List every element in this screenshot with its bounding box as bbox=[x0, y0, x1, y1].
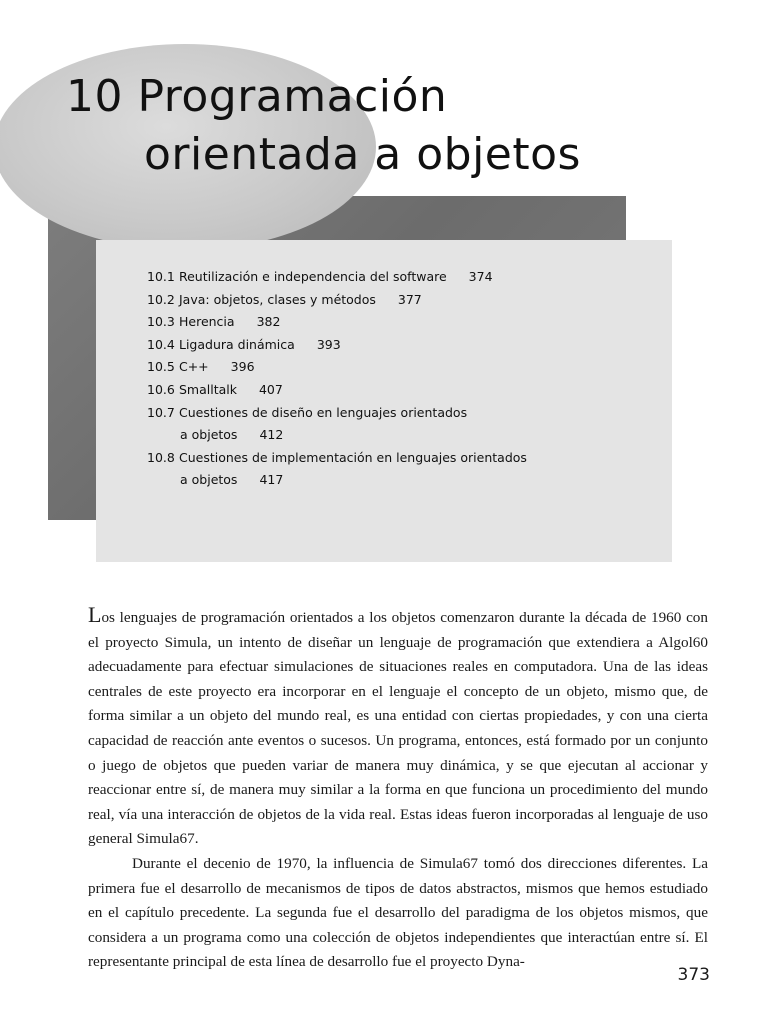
toc-entry-continuation bbox=[147, 424, 657, 447]
page-number: 373 bbox=[677, 965, 710, 985]
paragraph bbox=[88, 604, 708, 852]
toc-number: 10.1 bbox=[147, 269, 175, 284]
paragraph: Durante el decenio de 1970, la influencia de Simula67 tomó dos direcciones diferentes. La primera fue el desarrollo de mecanismos de tipos de datos abstractos, mismos que hemos estudiado en el capítulo precedente. La segunda fue el desarrollo del paradigma de los objetos mismos, que considera a un programa como una colección de objetos independientes que interactúan entre sí. El representante principal de esta línea de desarrollo fue el proyecto Dyna- bbox=[88, 854, 708, 971]
toc-page: 393 bbox=[316, 336, 341, 352]
toc-title: Java: objetos, clases y métodos bbox=[178, 291, 376, 307]
table-of-contents bbox=[147, 266, 657, 492]
toc-page: 407 bbox=[258, 381, 283, 397]
toc-number: 10.5 bbox=[147, 359, 175, 375]
toc-title: Smalltalk bbox=[178, 381, 237, 397]
chapter-title-line-2: orientada a objetos bbox=[144, 129, 581, 180]
toc-title: Cuestiones de diseño en lenguajes orientados bbox=[178, 404, 468, 420]
toc-entry bbox=[147, 289, 657, 312]
toc-entry bbox=[147, 356, 657, 379]
toc-number: 10.3 bbox=[147, 314, 175, 330]
toc-title: Reutilización e independencia del software bbox=[178, 269, 447, 284]
chapter-title bbox=[66, 68, 706, 184]
toc-entry bbox=[147, 447, 657, 470]
toc-entry bbox=[147, 266, 657, 289]
toc-page: 396 bbox=[230, 359, 255, 375]
toc-title-continuation: a objetos bbox=[180, 472, 238, 488]
toc-title: C++ bbox=[178, 359, 209, 375]
toc-page: 374 bbox=[468, 269, 493, 284]
toc-title: Ligadura dinámica bbox=[178, 336, 295, 352]
toc-number: 10.2 bbox=[147, 291, 175, 307]
toc-title: Cuestiones de implementación en lenguajes orientados bbox=[178, 449, 527, 465]
toc-entry bbox=[147, 334, 657, 357]
chapter-title-line-1: 10 Programación bbox=[66, 71, 448, 122]
toc-number: 10.7 bbox=[147, 404, 175, 420]
toc-number: 10.4 bbox=[147, 336, 175, 352]
toc-entry bbox=[147, 402, 657, 425]
toc-title: Herencia bbox=[178, 314, 235, 330]
toc-entry bbox=[147, 311, 657, 334]
toc-page: 377 bbox=[397, 291, 422, 307]
toc-page: 382 bbox=[256, 314, 281, 330]
toc-entry bbox=[147, 379, 657, 402]
toc-page: 417 bbox=[259, 472, 284, 488]
toc-title-continuation: a objetos bbox=[180, 427, 238, 443]
paragraph-text: os lenguajes de programación orientados a los objetos comenzaron durante la década de 1960 con el proyecto Simula, un intento de diseñar un lenguaje de programación que extendiera a Algol60 adecuadamente para efectuar simulaciones de situaciones reales en computadora. Una de las ideas centrales de este proyecto era incorporar en el lenguaje el concepto de un objeto, mismo que, de forma similar a un objeto del mundo real, es una entidad con ciertas propiedades, y con una cierta capacidad de reacción ante eventos o sucesos. Un programa, entonces, está formado por un conjunto o juego de objetos que pueden variar de manera muy dinámica, y se que ejecutan al accionar y reaccionar entre sí, de manera muy similar a la forma en que funciona un procedimiento del mundo real, vía una interacción de objetos de la vida real. Estas ideas fueron incorporadas al lenguaje de uso general Simula67. bbox=[88, 609, 708, 848]
body-text bbox=[88, 604, 708, 975]
toc-number: 10.6 bbox=[147, 381, 175, 397]
toc-page: 412 bbox=[259, 427, 284, 443]
toc-number: 10.8 bbox=[147, 449, 175, 465]
drop-cap: L bbox=[88, 602, 102, 627]
toc-entry-continuation bbox=[147, 469, 657, 492]
